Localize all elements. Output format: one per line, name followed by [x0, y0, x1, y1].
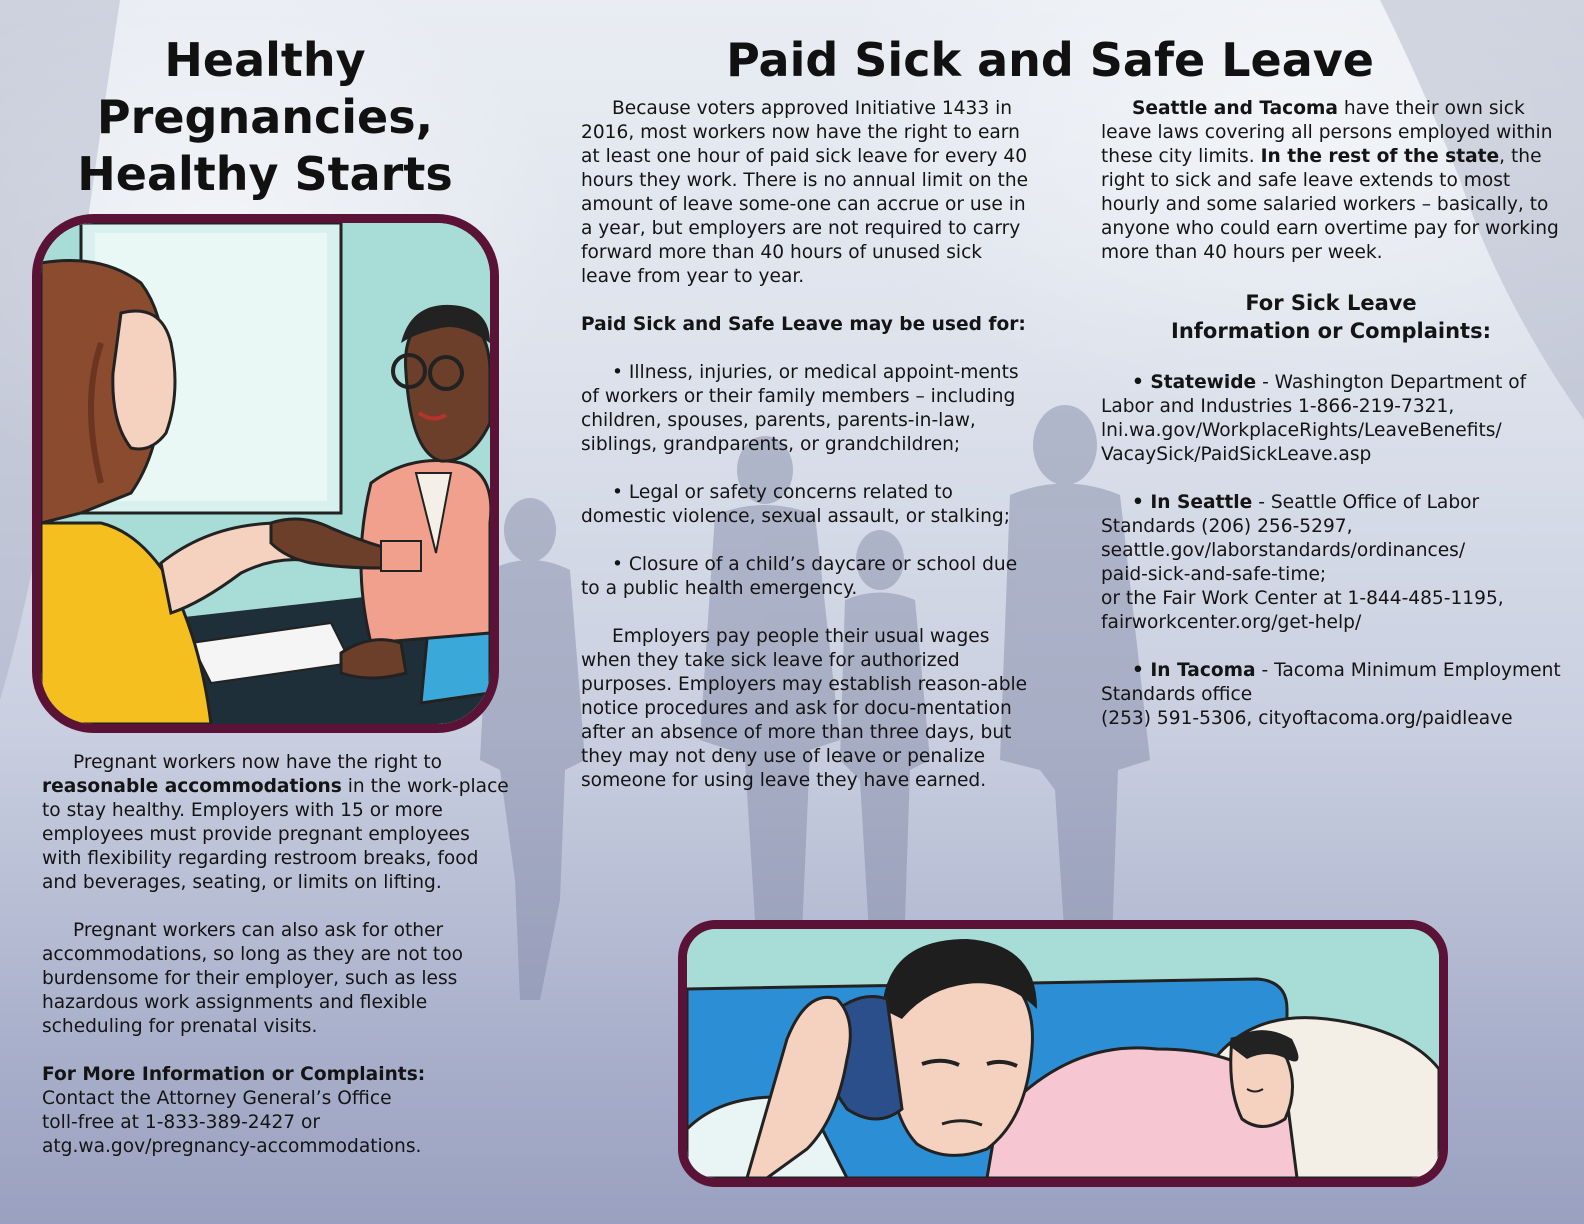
bold-text: In the rest of the state: [1260, 146, 1500, 167]
text-span: Pregnant workers now have the right to: [73, 752, 443, 773]
statewide-contact: [1101, 371, 1561, 467]
more-info-heading: For More Information or Complaints:: [42, 1064, 426, 1085]
other-accommodations-paragraph: Pregnant workers can also ask for other accommodations, so long as they are not too burdensome for their employer, such as less hazardous work assignments and flexible scheduling for prenatal visits.: [42, 920, 463, 1037]
use-item: • Legal or safety concerns related to domestic violence, sexual assault, or stalking;: [581, 482, 1010, 527]
right-panel-title: Paid Sick and Safe Leave: [726, 33, 1374, 87]
contact-line: Contact the Attorney General’s Office: [42, 1088, 392, 1109]
middle-column-text: [581, 97, 1031, 817]
contact-label: • In Tacoma: [1132, 660, 1256, 681]
uses-heading: Paid Sick and Safe Leave may be used for:: [581, 314, 1026, 335]
bold-text: Seattle and Tacoma: [1132, 98, 1338, 119]
contact-link[interactable]: (253) 591-5306, cityoftacoma.org/paidleave: [1101, 708, 1513, 729]
contact-line: toll-free at 1-833-389-2427 or: [42, 1112, 321, 1133]
heading-line: For Sick Leave: [1245, 291, 1417, 315]
pregnancy-rights-paragraph: [42, 751, 512, 895]
contact-link[interactable]: fairworkcenter.org/get-help/: [1101, 612, 1362, 633]
sick-child-phone-illustration: [678, 920, 1448, 1187]
contact-text: - Washington Department of Labor and Industries 1-866-219-7321,: [1101, 372, 1527, 417]
initiative-paragraph: Because voters approved Initiative 1433 in 2016, most workers now have the right to earn at least one hour of paid sick leave for every 40 hours they work. There is no annual limit on the amount of leave some-one can accrue or use in a year, but employers are not required to carry forward more than 40 hours of unused sick leave from year to year.: [581, 98, 1029, 287]
contact-link[interactable]: seattle.gov/laborstandards/ordinances/: [1101, 540, 1466, 561]
contact-link[interactable]: atg.wa.gov/pregnancy-accommodations.: [42, 1136, 422, 1157]
city-laws-paragraph: [1101, 97, 1561, 265]
use-item: • Closure of a child’s daycare or school due to a public health emergency.: [581, 554, 1018, 599]
sick-leave-contact-heading: [1101, 289, 1561, 345]
title-line: Pregnancies,: [96, 90, 434, 144]
bold-text: reasonable accommodations: [42, 776, 342, 797]
contact-link[interactable]: lni.wa.gov/WorkplaceRights/LeaveBenefits/: [1101, 420, 1502, 441]
text-span: have their own sick leave laws covering all persons employed within these city limits.: [1101, 98, 1553, 167]
contact-text: or the Fair Work Center at 1-844-485-1195,: [1101, 588, 1504, 609]
contact-text: - Tacoma Minimum Employment Standards office: [1101, 660, 1561, 705]
seattle-contact: [1101, 491, 1561, 635]
contact-link[interactable]: paid-sick-and-safe-time;: [1101, 564, 1327, 585]
tacoma-contact: [1101, 659, 1561, 731]
more-info-block: [42, 1063, 512, 1159]
handshake-illustration-art: [41, 223, 490, 724]
contact-link[interactable]: VacaySick/PaidSickLeave.asp: [1101, 444, 1372, 465]
employer-wages-paragraph: Employers pay people their usual wages when they take sick leave for authorized purposes. Employers may establish reason-able notice procedures and ask for docu-mentation after an absence of more than three days, but they may not deny use of leave or penalize someone for using leave they have earned.: [581, 626, 1028, 791]
left-panel-title: [40, 32, 490, 203]
contact-label: • In Seattle: [1132, 492, 1253, 513]
use-item: • Illness, injuries, or medical appoint-ments of workers or their family members – including children, spouses, parents, parents-in-law, siblings, grandparents, or grandchildren;: [581, 362, 1019, 455]
title-line: Healthy: [164, 33, 366, 87]
handshake-illustration: [32, 214, 499, 733]
text-span: , the right to sick and safe leave extends to most hourly and some salaried workers – basically, to anyone who could earn overtime pay for working more than 40 hours per week.: [1101, 146, 1559, 263]
title-line: Healthy Starts: [77, 147, 453, 201]
right-column-text: [1101, 97, 1561, 755]
sick-child-phone-illustration-art: [687, 929, 1439, 1178]
text-span: in the work-place to stay healthy. Employers with 15 or more employees must provide pregnant employees with flexibility regarding restroom breaks, food and beverages, seating, or limits on lifting.: [42, 776, 509, 893]
heading-line: Information or Complaints:: [1171, 319, 1491, 343]
contact-label: • Statewide: [1132, 372, 1257, 393]
contact-text: - Seattle Office of Labor Standards (206) 256-5297,: [1101, 492, 1480, 537]
left-column-text: [42, 751, 512, 1183]
